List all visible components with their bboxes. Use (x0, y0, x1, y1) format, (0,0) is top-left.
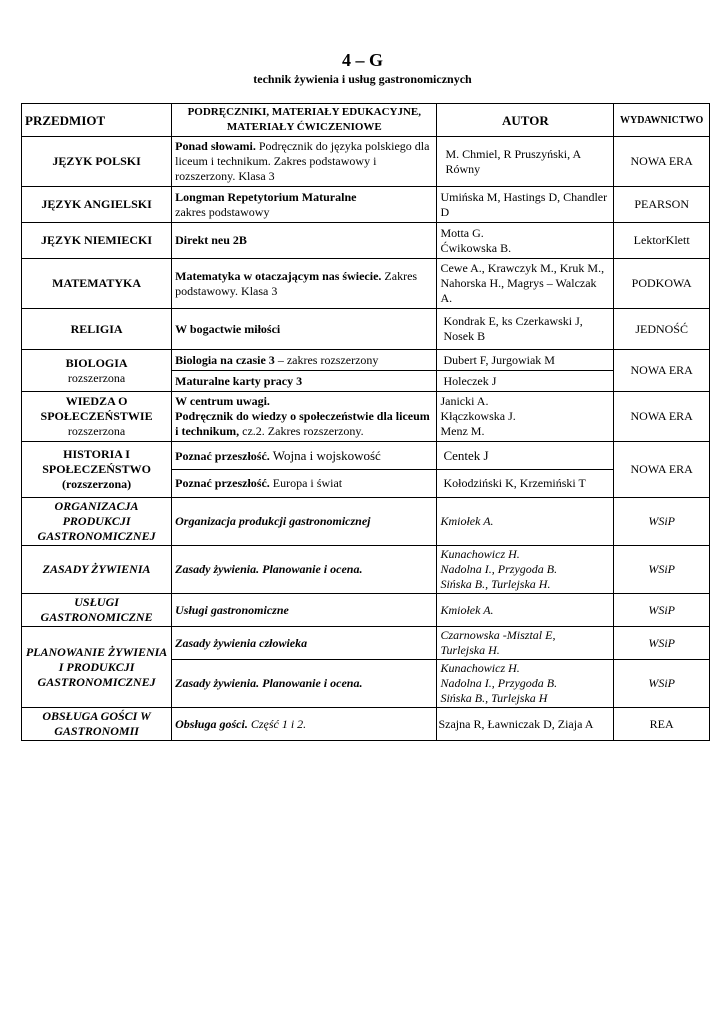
subject-note: rozszerzona (67, 370, 126, 385)
author-line: Nadolna I., Przygoda B. (440, 562, 558, 576)
book-subtitle: Podręcznik do wiedzy o społeczeństwie dla liceum i technikum, (175, 409, 430, 438)
author-line: Ćwikowska B. (440, 240, 512, 255)
book-title: Poznać przeszłość. (175, 476, 270, 490)
publisher-cell: NOWA ERA (614, 350, 710, 392)
author-cell: M. Chmiel, R Pruszyński, A Równy (437, 137, 614, 187)
author-cell (437, 627, 614, 660)
subject-cell (22, 442, 172, 498)
author-line: Janicki A. (440, 394, 489, 408)
subject-cell: JĘZYK ANGIELSKI (22, 187, 172, 223)
author-cell: Holeczek J (437, 371, 614, 392)
publisher-cell: NOWA ERA (614, 442, 710, 498)
book-title: Ponad słowami. (175, 139, 256, 153)
author-line: Menz M. (440, 424, 485, 438)
author-line: Kunachowicz H. (440, 547, 520, 561)
table-row (22, 187, 710, 223)
book-cell: Organizacja produkcji gastronomicznej (172, 498, 437, 546)
book-title: Longman Repetytorium Maturalne (175, 189, 357, 204)
subject-cell: RELIGIA (22, 309, 172, 350)
table-row (22, 392, 710, 442)
page-title: 4 – G (341, 50, 383, 70)
publisher-cell: NOWA ERA (614, 137, 710, 187)
publisher-cell: PODKOWA (614, 259, 710, 309)
book-cell: Usługi gastronomiczne (172, 594, 437, 627)
author-cell: Umińska M, Hastings D, Chandler D (437, 187, 614, 223)
table-row (22, 594, 710, 627)
table-row (22, 498, 710, 546)
subject-note: rozszerzona (67, 424, 126, 438)
book-title: Biologia na czasie 3 (175, 352, 275, 367)
page-subtitle: technik żywienia i usług gastronomicznych (253, 72, 472, 86)
book-cell (172, 259, 437, 309)
book-cell (172, 350, 437, 371)
book-cell (172, 187, 437, 223)
subject-cell: JĘZYK POLSKI (22, 137, 172, 187)
publisher-cell: WSiP (614, 627, 710, 660)
subject-cell: JĘZYK NIEMIECKI (22, 223, 172, 259)
book-desc: – zakres rozszerzony (274, 352, 379, 367)
author-line: Motta G. (440, 225, 484, 240)
book-cell (172, 708, 437, 741)
author-line: Nadolna I., Przygoda B. (440, 676, 558, 690)
author-cell (437, 546, 614, 594)
subject-cell: ORGANIZACJA PRODUKCJI GASTRONOMICZNEJ (22, 498, 172, 546)
book-cell (172, 392, 437, 442)
subject-cell (22, 350, 172, 392)
header-books: PODRĘCZNIKI, MATERIAŁY EDUKACYJNE, MATERIAŁY ĆWICZENIOWE (172, 104, 437, 137)
subject-note: (rozszerzona) (62, 477, 132, 491)
book-desc: zakres podstawowy (175, 204, 270, 219)
book-desc: Podręcznik do języka polskiego dla liceum i technikum. Zakres podstawowy i rozszerzony. Klasa 3 (175, 139, 430, 183)
table-row (22, 137, 710, 187)
author-cell: Centek J (437, 442, 614, 470)
table-row (22, 350, 710, 371)
table-row (22, 546, 710, 594)
book-cell: Zasady żywienia. Planowanie i ocena. (172, 660, 437, 708)
table-row (22, 309, 710, 350)
publisher-cell: WSiP (614, 498, 710, 546)
publisher-cell: PEARSON (614, 187, 710, 223)
table-row (22, 627, 710, 660)
header-author: AUTOR (437, 104, 614, 137)
author-cell: Kondrak E, ks Czerkawski J, Nosek B (437, 309, 614, 350)
book-desc: Zakres podstawowy. Klasa 3 (175, 268, 418, 298)
subject-cell: MATEMATYKA (22, 259, 172, 309)
publisher-cell: WSiP (614, 660, 710, 708)
author-cell: Cewe A., Krawczyk M., Kruk M., Nahorska H., Magrys – Walczak A. (437, 259, 614, 309)
author-line: Kunachowicz H. (440, 661, 520, 675)
subject-name: WIEDZA O SPOŁECZEŃSTWIE (40, 394, 153, 423)
publisher-cell: REA (614, 708, 710, 741)
author-line: Kłączkowska J. (440, 409, 516, 423)
publisher-cell: WSiP (614, 594, 710, 627)
subject-cell: OBSŁUGA GOŚCI W GASTRONOMII (22, 708, 172, 741)
author-cell: Szajna R, Ławniczak D, Ziaja A (437, 708, 614, 741)
book-cell (172, 470, 437, 498)
subject-name: HISTORIA I SPOŁECZEŃSTWO (42, 447, 151, 476)
book-title: W centrum uwagi. (175, 394, 270, 408)
subject-cell: USŁUGI GASTRONOMICZNE (22, 594, 172, 627)
book-title: Poznać przeszłość. (175, 448, 270, 463)
book-desc: Wojna i wojskowość (269, 447, 381, 463)
table-row (22, 223, 710, 259)
table-header-row (22, 104, 710, 137)
book-cell: Maturalne karty pracy 3 (172, 371, 437, 392)
book-title: Obsługa gości. (175, 716, 248, 731)
book-cell: Direkt neu 2B (172, 223, 437, 259)
table-row (22, 442, 710, 470)
publisher-cell: JEDNOŚĆ (614, 309, 710, 350)
book-title: Matematyka w otaczającym nas świecie. (175, 268, 382, 283)
book-cell: Zasady żywienia człowieka (172, 627, 437, 660)
author-line: Sińska B., Turlejska H. (440, 577, 551, 591)
book-cell (172, 442, 437, 470)
publisher-cell: LektorKlett (614, 223, 710, 259)
book-desc: Europa i świat (269, 476, 343, 490)
author-cell: Dubert F, Jurgowiak M (437, 350, 614, 371)
author-line: Czarnowska -Misztal E, (440, 628, 556, 642)
author-cell (437, 223, 614, 259)
author-cell (437, 660, 614, 708)
subject-name: BIOLOGIA (65, 355, 128, 370)
textbook-table (21, 103, 710, 741)
subject-cell (22, 392, 172, 442)
publisher-cell: NOWA ERA (614, 392, 710, 442)
table-row (22, 708, 710, 741)
author-cell: Kmiołek A. (437, 594, 614, 627)
author-line: Sińska B., Turlejska H (440, 691, 548, 705)
author-line: Turlejska H. (440, 643, 500, 657)
header-publisher: WYDAWNICTWO (614, 104, 710, 137)
subject-cell: PLANOWANIE ŻYWIENIA I PRODUKCJI GASTRONOMICZNEJ (22, 627, 172, 708)
author-cell: Kmiołek A. (437, 498, 614, 546)
book-desc: cz.2. Zakres rozszerzony. (239, 424, 364, 438)
author-cell: Kołodziński K, Krzemiński T (437, 470, 614, 498)
subject-cell: ZASADY ŻYWIENIA (22, 546, 172, 594)
book-cell: Zasady żywienia. Planowanie i ocena. (172, 546, 437, 594)
author-cell (437, 392, 614, 442)
table-row (22, 259, 710, 309)
book-cell (172, 137, 437, 187)
publisher-cell: WSiP (614, 546, 710, 594)
header-subject: PRZEDMIOT (22, 104, 172, 137)
book-desc: Część 1 i 2. (247, 716, 307, 731)
book-cell: W bogactwie miłości (172, 309, 437, 350)
